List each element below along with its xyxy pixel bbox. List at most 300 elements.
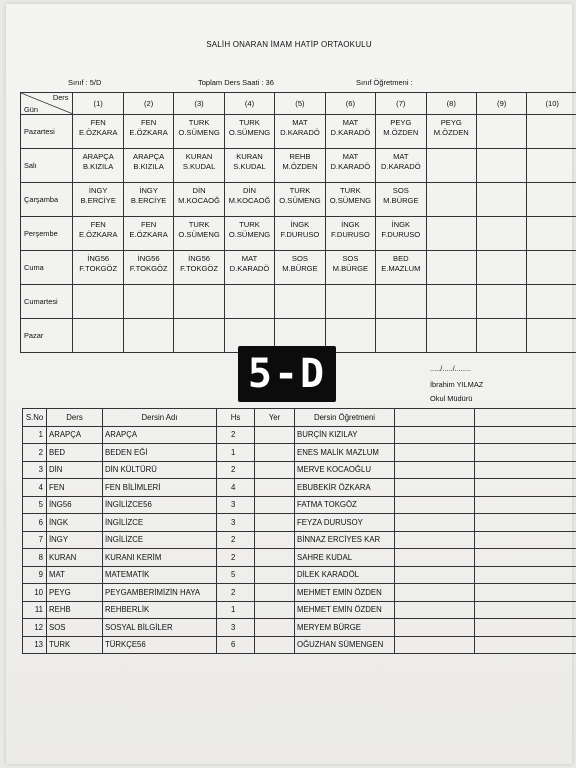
lesson-code: İNGY xyxy=(88,186,108,195)
lesson-code: SOS xyxy=(291,254,308,263)
extra-cell-2 xyxy=(475,601,576,619)
course-name: PEYGAMBERİMİZİN HAYA xyxy=(103,584,217,602)
lesson-cell xyxy=(325,183,375,217)
total-hours-label: Toplam Ders Saati : xyxy=(198,78,264,87)
lesson-cell xyxy=(123,251,173,285)
lesson-teacher: S.KUDAL xyxy=(233,162,266,171)
lesson-cell xyxy=(426,149,476,183)
lesson-teacher: E.ÖZKARA xyxy=(129,230,168,239)
lesson-code: TURK xyxy=(239,118,260,127)
lesson-teacher: M.ÖZDEN xyxy=(433,128,469,137)
course-place xyxy=(255,619,295,637)
lesson-teacher: F.DURUSO xyxy=(280,230,320,239)
lesson-cell xyxy=(73,183,123,217)
period-header: (9) xyxy=(476,93,526,115)
lesson-code: FEN xyxy=(90,220,106,229)
table-row xyxy=(23,496,576,514)
extra-cell-1 xyxy=(395,601,475,619)
lesson-code: DİN xyxy=(192,186,206,195)
lesson-teacher: F.DURUSO xyxy=(330,230,370,239)
lesson-code: TURK xyxy=(340,186,361,195)
extra-cell-2 xyxy=(475,479,576,497)
course-teacher: DİLEK KARADÖL xyxy=(295,566,395,584)
course-code: MAT xyxy=(47,566,103,584)
lesson-cell xyxy=(527,217,576,251)
lesson-code: İNG56 xyxy=(137,254,160,263)
course-name: KURANI KERİM xyxy=(103,549,217,567)
timetable-header-row xyxy=(21,93,576,115)
extra-cell-2 xyxy=(475,584,576,602)
extra-cell-1 xyxy=(395,426,475,444)
extra-cell-1 xyxy=(395,619,475,637)
course-hours: 2 xyxy=(217,426,255,444)
course-name: FEN BİLİMLERİ xyxy=(103,479,217,497)
lesson-code: TURK xyxy=(188,220,210,229)
extra-cell-1 xyxy=(395,636,475,654)
lesson-cell xyxy=(476,285,526,319)
period-header: (7) xyxy=(376,93,426,115)
lesson-cell xyxy=(123,319,173,353)
lesson-teacher: F.TOKGÖZ xyxy=(79,264,118,273)
row-number: 4 xyxy=(23,479,47,497)
course-name: İNGİLİZCE xyxy=(103,531,217,549)
course-place xyxy=(255,566,295,584)
signature-date: ...../...../........ xyxy=(430,364,472,373)
lesson-cell xyxy=(123,285,173,319)
table-row xyxy=(23,601,576,619)
school-title: SALİH ONARAN İMAM HATİP ORTAOKULU xyxy=(206,40,372,49)
course-place xyxy=(255,426,295,444)
lesson-code: İNGK xyxy=(391,220,411,229)
extra-cell-1 xyxy=(395,444,475,462)
course-list-table xyxy=(22,408,576,654)
course-code: REHB xyxy=(47,601,103,619)
lesson-code: BED xyxy=(393,254,409,263)
table-row xyxy=(23,514,576,532)
lesson-teacher: D.KARADÖ xyxy=(280,128,320,137)
lesson-code: MAT xyxy=(292,118,308,127)
day-name: Çarşamba xyxy=(21,183,73,217)
class-badge: 5-D xyxy=(238,346,336,402)
principal-role: Okul Müdürü xyxy=(430,394,473,403)
lesson-cell xyxy=(527,285,576,319)
course-name: DİN KÜLTÜRÜ xyxy=(103,461,217,479)
lesson-cell xyxy=(426,319,476,353)
lesson-cell xyxy=(275,115,325,149)
extra-cell-1 xyxy=(395,531,475,549)
course-hours: 6 xyxy=(217,636,255,654)
course-teacher: FATMA TOKGÖZ xyxy=(295,496,395,514)
lesson-teacher: M.ÖZDEN xyxy=(282,162,318,171)
lesson-cell xyxy=(174,319,224,353)
extra-cell-2 xyxy=(475,566,576,584)
lesson-cell xyxy=(376,285,426,319)
lesson-cell xyxy=(224,285,274,319)
course-teacher: BİNNAZ ERCİYES KAR xyxy=(295,531,395,549)
day-row xyxy=(21,115,576,149)
course-name: İNGİLİZCE56 xyxy=(103,496,217,514)
corner-ders-label: Ders xyxy=(52,93,69,102)
day-name: Pazartesi xyxy=(21,115,73,149)
course-teacher: BURÇİN KIZILAY xyxy=(295,426,395,444)
table-row xyxy=(23,566,576,584)
lesson-cell xyxy=(123,149,173,183)
extra-cell-2 xyxy=(475,444,576,462)
course-hours: 3 xyxy=(217,496,255,514)
lesson-teacher: O.SÜMENG xyxy=(329,196,372,205)
paper-sheet xyxy=(6,4,572,764)
extra-cell-2 xyxy=(475,426,576,444)
lesson-code: PEYG xyxy=(390,118,412,127)
day-name: Salı xyxy=(21,149,73,183)
course-place xyxy=(255,584,295,602)
lesson-teacher: M.BÜRGE xyxy=(383,196,419,205)
lesson-cell xyxy=(174,149,224,183)
course-teacher: MEHMET EMİN ÖZDEN xyxy=(295,584,395,602)
lesson-teacher: E.MAZLUM xyxy=(381,264,421,273)
lesson-cell xyxy=(426,251,476,285)
lesson-cell xyxy=(476,183,526,217)
lesson-teacher: B.KIZILA xyxy=(82,162,114,171)
lesson-teacher: M.KOCAOĞ xyxy=(228,196,271,205)
class-info xyxy=(68,78,101,87)
lesson-cell xyxy=(123,217,173,251)
course-teacher: MERYEM BÜRGE xyxy=(295,619,395,637)
course-list-header: Ders xyxy=(47,409,103,427)
extra-cell-2 xyxy=(475,619,576,637)
course-name: REHBERLİK xyxy=(103,601,217,619)
lesson-cell xyxy=(426,115,476,149)
row-number: 1 xyxy=(23,426,47,444)
row-number: 11 xyxy=(23,601,47,619)
lesson-cell xyxy=(174,285,224,319)
table-row xyxy=(23,444,576,462)
course-hours: 2 xyxy=(217,584,255,602)
course-hours: 5 xyxy=(217,566,255,584)
course-hours: 1 xyxy=(217,444,255,462)
extra-cell-1 xyxy=(395,479,475,497)
lesson-teacher: S.KUDAL xyxy=(182,162,216,171)
lesson-code: İNG56 xyxy=(188,254,211,263)
lesson-cell xyxy=(527,115,576,149)
lesson-code: TURK xyxy=(239,220,260,229)
lesson-code: MAT xyxy=(393,152,409,161)
extra-cell-2 xyxy=(475,549,576,567)
lesson-cell xyxy=(174,217,224,251)
lesson-cell xyxy=(275,251,325,285)
course-teacher: OĞUZHAN SÜMENGEN xyxy=(295,636,395,654)
course-place xyxy=(255,444,295,462)
lesson-code: ARAPÇA xyxy=(82,152,114,161)
course-place xyxy=(255,601,295,619)
lesson-cell xyxy=(325,217,375,251)
extra-cell-2 xyxy=(475,461,576,479)
lesson-cell xyxy=(224,115,274,149)
lesson-cell xyxy=(275,285,325,319)
row-number: 2 xyxy=(23,444,47,462)
extra-cell-2 xyxy=(475,514,576,532)
extra-cell-1 xyxy=(395,496,475,514)
lesson-teacher: O.SÜMENG xyxy=(178,128,220,137)
course-code: BED xyxy=(47,444,103,462)
course-code: TURK xyxy=(47,636,103,654)
period-header: (8) xyxy=(426,93,476,115)
row-number: 13 xyxy=(23,636,47,654)
table-row xyxy=(23,636,576,654)
lesson-cell xyxy=(325,251,375,285)
course-code: KURAN xyxy=(47,549,103,567)
lesson-cell xyxy=(73,319,123,353)
lesson-teacher: M.BÜRGE xyxy=(282,264,318,273)
table-row xyxy=(23,584,576,602)
lesson-cell xyxy=(376,217,426,251)
timetable-corner xyxy=(21,93,73,115)
period-header: (6) xyxy=(325,93,375,115)
lesson-cell xyxy=(476,115,526,149)
lesson-teacher: D.KARADÖ xyxy=(229,264,270,273)
lesson-teacher: D.KARADÖ xyxy=(330,128,371,137)
course-place xyxy=(255,514,295,532)
course-place xyxy=(255,496,295,514)
period-header: (5) xyxy=(275,93,325,115)
period-header: (3) xyxy=(174,93,224,115)
course-teacher: ENES MALİK MAZLUM xyxy=(295,444,395,462)
table-row xyxy=(23,426,576,444)
row-number: 5 xyxy=(23,496,47,514)
lesson-code: TURK xyxy=(289,186,311,195)
period-header: (2) xyxy=(123,93,173,115)
course-name: ARAPÇA xyxy=(103,426,217,444)
lesson-cell xyxy=(224,149,274,183)
lesson-teacher: D.KARADÖ xyxy=(330,162,371,171)
course-list-header: Dersin Öğretmeni xyxy=(295,409,395,427)
lesson-code: FEN xyxy=(90,118,106,127)
lesson-teacher: O.SÜMENG xyxy=(279,196,321,205)
lesson-cell xyxy=(325,149,375,183)
row-number: 7 xyxy=(23,531,47,549)
lesson-cell xyxy=(224,183,274,217)
day-name: Cumartesi xyxy=(21,285,73,319)
lesson-cell xyxy=(426,217,476,251)
lesson-cell xyxy=(275,149,325,183)
lesson-cell xyxy=(325,115,375,149)
course-name: İNGİLİZCE xyxy=(103,514,217,532)
lesson-teacher: F.TOKGÖZ xyxy=(129,264,168,273)
lesson-code: MAT xyxy=(342,152,359,161)
lesson-cell xyxy=(376,149,426,183)
course-code: DİN xyxy=(47,461,103,479)
lesson-teacher: E.ÖZKARA xyxy=(78,230,118,239)
lesson-cell xyxy=(376,183,426,217)
course-hours: 2 xyxy=(217,461,255,479)
lesson-cell xyxy=(174,183,224,217)
row-number: 10 xyxy=(23,584,47,602)
course-code: SOS xyxy=(47,619,103,637)
lesson-code: İNGK xyxy=(290,220,310,229)
row-number: 8 xyxy=(23,549,47,567)
period-header: (4) xyxy=(224,93,274,115)
course-place xyxy=(255,636,295,654)
course-name: MATEMATİK xyxy=(103,566,217,584)
extra-cell-2 xyxy=(475,496,576,514)
extra-cell-2 xyxy=(475,531,576,549)
course-hours: 3 xyxy=(217,619,255,637)
course-list-header: Hs xyxy=(217,409,255,427)
row-number: 9 xyxy=(23,566,47,584)
course-teacher: MEHMET EMİN ÖZDEN xyxy=(295,601,395,619)
total-hours-info xyxy=(198,78,274,87)
course-place xyxy=(255,531,295,549)
principal-name: İbrahim YILMAZ xyxy=(430,380,484,389)
day-name: Cuma xyxy=(21,251,73,285)
lesson-code: PEYG xyxy=(440,118,462,127)
table-row xyxy=(23,549,576,567)
row-number: 3 xyxy=(23,461,47,479)
lesson-teacher: B.ERCİYE xyxy=(80,196,116,205)
course-code: PEYG xyxy=(47,584,103,602)
table-row xyxy=(23,479,576,497)
row-number: 12 xyxy=(23,619,47,637)
extra-col-2 xyxy=(475,409,576,427)
course-teacher: MERVE KOCAOĞLU xyxy=(295,461,395,479)
day-row xyxy=(21,251,576,285)
lesson-cell xyxy=(527,149,576,183)
lesson-cell xyxy=(476,217,526,251)
lesson-code: İNG56 xyxy=(87,254,110,263)
lesson-cell xyxy=(325,285,375,319)
course-name: BEDEN EĞİ xyxy=(103,444,217,462)
day-row xyxy=(21,285,576,319)
lesson-teacher: F.DURUSO xyxy=(381,230,421,239)
lesson-code: TURK xyxy=(188,118,210,127)
course-list-header: Dersin Adı xyxy=(103,409,217,427)
extra-cell-2 xyxy=(475,636,576,654)
course-hours: 3 xyxy=(217,514,255,532)
course-code: ARAPÇA xyxy=(47,426,103,444)
lesson-code: İNGY xyxy=(139,186,158,195)
lesson-cell xyxy=(174,115,224,149)
course-teacher: EBUBEKİR ÖZKARA xyxy=(295,479,395,497)
lesson-teacher: O.SÜMENG xyxy=(228,230,271,239)
lesson-teacher: M.BÜRGE xyxy=(332,264,369,273)
course-code: İNGY xyxy=(47,531,103,549)
course-place xyxy=(255,461,295,479)
lesson-cell xyxy=(527,319,576,353)
corner-gun-label: Gün xyxy=(24,105,38,114)
lesson-cell xyxy=(476,251,526,285)
lesson-code: KURAN xyxy=(185,152,213,161)
lesson-cell xyxy=(73,251,123,285)
table-row xyxy=(23,461,576,479)
course-name: SOSYAL BİLGİLER xyxy=(103,619,217,637)
course-list-header: S.No xyxy=(23,409,47,427)
lesson-code: SOS xyxy=(392,186,409,195)
lesson-cell xyxy=(73,217,123,251)
period-header: (10) xyxy=(527,93,576,115)
course-teacher: FEYZA DURUSOY xyxy=(295,514,395,532)
extra-cell-1 xyxy=(395,461,475,479)
lesson-cell xyxy=(224,251,274,285)
lesson-cell xyxy=(123,183,173,217)
day-row xyxy=(21,217,576,251)
course-list-header-row xyxy=(23,409,576,427)
lesson-teacher: B.KIZILA xyxy=(133,162,164,171)
lesson-teacher: M.ÖZDEN xyxy=(383,128,419,137)
course-code: İNGK xyxy=(47,514,103,532)
period-header: (1) xyxy=(73,93,123,115)
lesson-teacher: E.ÖZKARA xyxy=(78,128,118,137)
lesson-code: FEN xyxy=(141,118,157,127)
day-row xyxy=(21,183,576,217)
course-hours: 2 xyxy=(217,549,255,567)
lesson-teacher: O.SÜMENG xyxy=(228,128,271,137)
course-hours: 2 xyxy=(217,531,255,549)
lesson-cell xyxy=(376,115,426,149)
row-number: 6 xyxy=(23,514,47,532)
lesson-code: FEN xyxy=(141,220,157,229)
lesson-code: KURAN xyxy=(236,152,263,161)
class-teacher-label: Sınıf Öğretmeni : xyxy=(356,78,413,87)
lesson-cell xyxy=(275,183,325,217)
lesson-cell xyxy=(73,115,123,149)
lesson-code: SOS xyxy=(342,254,359,263)
lesson-cell xyxy=(426,183,476,217)
day-name: Perşembe xyxy=(21,217,73,251)
lesson-cell xyxy=(174,251,224,285)
lesson-code: MAT xyxy=(342,118,359,127)
lesson-cell xyxy=(73,149,123,183)
table-row xyxy=(23,619,576,637)
course-list-header: Yer xyxy=(255,409,295,427)
lesson-teacher: O.SÜMENG xyxy=(178,230,220,239)
lesson-teacher: F.TOKGÖZ xyxy=(180,264,218,273)
lesson-teacher: E.ÖZKARA xyxy=(129,128,168,137)
extra-cell-1 xyxy=(395,566,475,584)
extra-cell-1 xyxy=(395,514,475,532)
course-hours: 1 xyxy=(217,601,255,619)
lesson-code: REHB xyxy=(289,152,311,161)
course-code: FEN xyxy=(47,479,103,497)
lesson-code: İNGK xyxy=(341,220,360,229)
lesson-cell xyxy=(376,319,426,353)
lesson-cell xyxy=(426,285,476,319)
lesson-cell xyxy=(527,183,576,217)
lesson-code: DİN xyxy=(242,186,257,195)
class-label: Sınıf : xyxy=(68,78,88,87)
lesson-cell xyxy=(476,319,526,353)
day-row xyxy=(21,149,576,183)
extra-cell-1 xyxy=(395,584,475,602)
course-name: TÜRKÇE56 xyxy=(103,636,217,654)
course-hours: 4 xyxy=(217,479,255,497)
course-teacher: SAHRE KUDAL xyxy=(295,549,395,567)
lesson-cell xyxy=(224,217,274,251)
course-place xyxy=(255,549,295,567)
total-hours-value: 36 xyxy=(265,78,274,87)
lesson-cell xyxy=(275,217,325,251)
lesson-cell xyxy=(73,285,123,319)
lesson-cell xyxy=(527,251,576,285)
course-place xyxy=(255,479,295,497)
course-code: İNG56 xyxy=(47,496,103,514)
lesson-teacher: D.KARADÖ xyxy=(380,162,421,171)
lesson-code: MAT xyxy=(241,254,258,263)
lesson-code: ARAPÇA xyxy=(133,152,165,161)
class-value: 5/D xyxy=(89,78,102,87)
weekly-timetable xyxy=(20,92,576,353)
lesson-teacher: M.KOCAOĞ xyxy=(178,196,220,205)
class-teacher-info xyxy=(356,78,413,87)
